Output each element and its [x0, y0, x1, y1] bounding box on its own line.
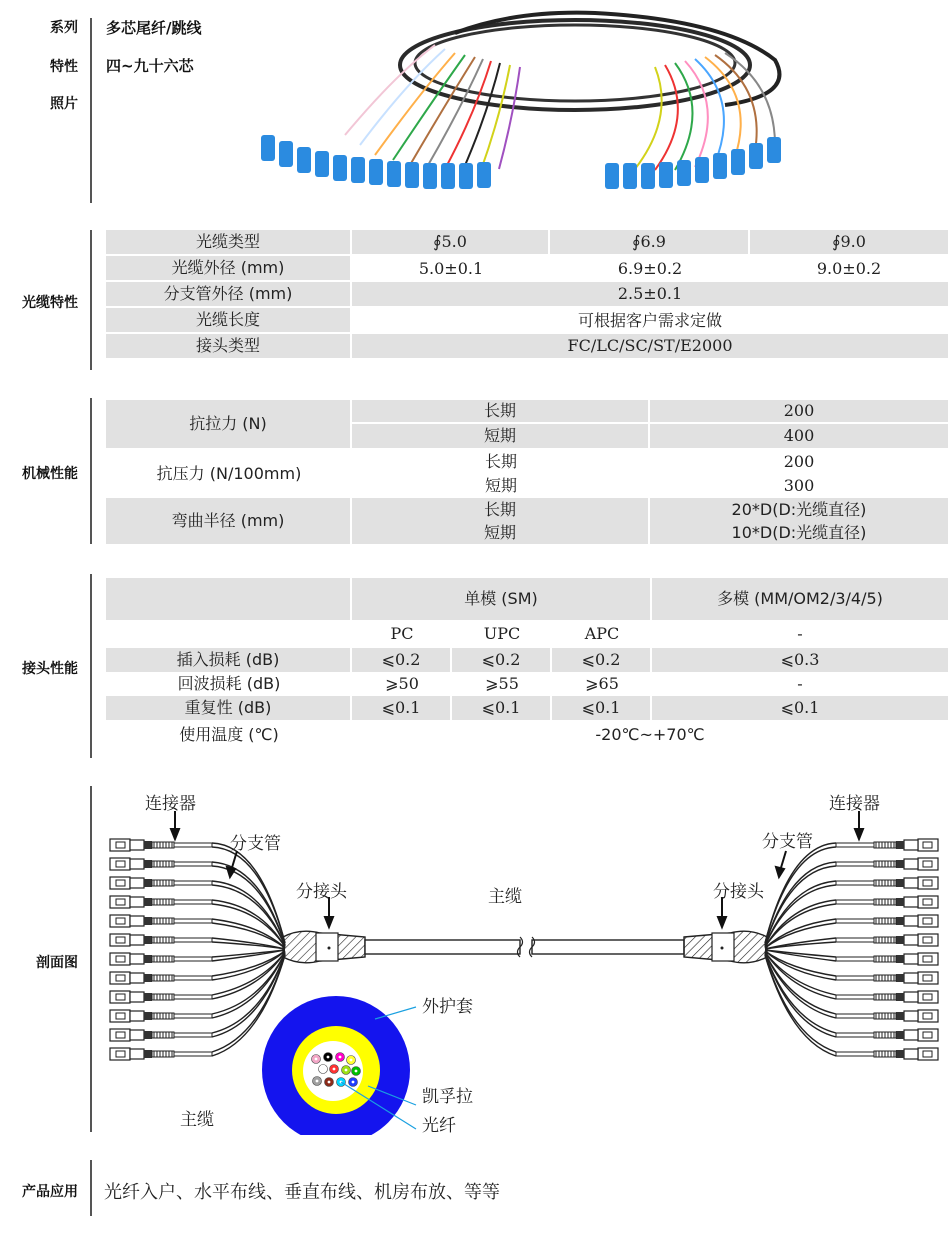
photo-label: 照片: [50, 96, 78, 112]
series-label: 系列: [50, 20, 78, 36]
cross-section: [262, 996, 416, 1135]
perf-corner: [106, 578, 352, 620]
connector-left-label: 连接器: [145, 794, 196, 814]
header-divider: [90, 18, 92, 203]
application-divider: [90, 1160, 92, 1216]
cable-specs-divider: [90, 230, 92, 370]
connector-divider: [90, 574, 92, 758]
cable-specs-table: [106, 230, 948, 358]
bend-long-label: 长期: [352, 498, 650, 522]
repeatability-pc: ⩽0.1: [352, 696, 452, 720]
upc-subheader: UPC: [483, 624, 521, 643]
connector-right-label: 连接器: [829, 794, 880, 814]
return-loss-upc: ⩾55: [485, 674, 519, 693]
od-label: 光缆外径 (mm): [106, 256, 352, 282]
bend-short-value: 10*D(D:光缆直径): [731, 523, 867, 542]
insertion-loss-mm: ⩽0.3: [780, 650, 820, 669]
tensile-label: 抗拉力 (N): [106, 400, 352, 450]
repeatability-apc: ⩽0.1: [552, 696, 652, 720]
cable-specs-label: 光缆特性: [22, 295, 78, 311]
main-cable-bottom-label: 主缆: [180, 1110, 214, 1130]
crush-short-label: 短期: [484, 476, 517, 495]
tensile-short-label: 短期: [352, 422, 650, 450]
tensile-long-value: 200: [783, 401, 815, 420]
branch-value: 2.5±0.1: [352, 282, 948, 308]
repeatability-label: 重复性 (dB): [106, 696, 352, 720]
insertion-loss-upc: ⩽0.2: [452, 648, 552, 672]
kevlar-label: 凯孚拉: [422, 1087, 473, 1107]
sm-header: 单模 (SM): [352, 578, 652, 620]
splice-left-label: 分接头: [296, 882, 347, 902]
return-loss-pc: ⩾50: [385, 674, 419, 693]
left-connectors: [110, 839, 212, 1060]
length-label: 光缆长度: [106, 308, 352, 334]
diagram-label: 剖面图: [36, 955, 78, 971]
length-value: 可根据客户需求定做: [577, 311, 722, 330]
type-label: 光缆类型: [106, 230, 352, 256]
main-cable-label: 主缆: [488, 887, 522, 907]
perf-subhead-blank: [106, 620, 352, 648]
feature-label: 特性: [50, 59, 78, 75]
diagram-divider: [90, 786, 92, 1132]
temp-value: -20℃~+70℃: [595, 725, 705, 744]
mechanical-divider: [90, 398, 92, 544]
application-value: 光纤入户、水平布线、垂直布线、机房布放、等等: [104, 1182, 500, 1203]
fiber-label: 光纤: [422, 1116, 456, 1136]
type-value: ∮9.0: [750, 230, 948, 256]
bend-label: 弯曲半径 (mm): [106, 498, 352, 544]
series-value: 多芯尾纤/跳线: [106, 19, 202, 37]
repeatability-upc: ⩽0.1: [452, 696, 552, 720]
type-value: ∮6.9: [550, 230, 750, 256]
temp-label: 使用温度 (℃): [179, 725, 279, 744]
tensile-short-value: 400: [650, 422, 948, 450]
od-value: 6.9±0.2: [617, 259, 683, 278]
connector-perf-table: [106, 578, 948, 750]
tensile-long-label: 长期: [352, 400, 650, 422]
branch-left-label: 分支管: [230, 834, 281, 854]
od-value: 9.0±0.2: [816, 259, 882, 278]
outer-jacket-label: 外护套: [422, 997, 473, 1017]
branch-label: 分支管外径 (mm): [106, 282, 352, 308]
mm-header: 多模 (MM/OM2/3/4/5): [717, 589, 883, 608]
bend-short-label: 短期: [352, 522, 650, 544]
repeatability-mm: ⩽0.1: [780, 698, 820, 717]
crush-long-value: 200: [783, 452, 815, 471]
pc-subheader: PC: [390, 624, 414, 643]
return-loss-label: 回波损耗 (dB): [177, 674, 281, 693]
feature-value: 四~九十六芯: [106, 57, 194, 75]
insertion-loss-apc: ⩽0.2: [552, 648, 652, 672]
cable-diagram: [100, 785, 948, 1135]
product-photo: [255, 5, 800, 205]
branch-right-label: 分支管: [762, 832, 813, 852]
crush-label: 抗压力 (N/100mm): [156, 464, 302, 483]
mechanical-label: 机械性能: [22, 466, 78, 482]
connector-label: 接头类型: [106, 334, 352, 358]
mechanical-table: [106, 400, 948, 544]
return-loss-apc: ⩾65: [585, 674, 619, 693]
crush-long-label: 长期: [484, 452, 517, 471]
apc-subheader: APC: [584, 624, 620, 643]
application-label: 产品应用: [22, 1184, 78, 1200]
crush-short-value: 300: [783, 476, 815, 495]
right-connectors: [836, 839, 938, 1060]
return-loss-mm: -: [797, 674, 803, 693]
od-value: 5.0±0.1: [418, 259, 484, 278]
insertion-loss-label: 插入损耗 (dB): [106, 648, 352, 672]
connector-perf-label: 接头性能: [22, 661, 78, 677]
connector-value: FC/LC/SC/ST/E2000: [567, 336, 733, 355]
type-value: ∮5.0: [352, 230, 550, 256]
splice-right-label: 分接头: [713, 882, 764, 902]
bend-long-value: 20*D(D:光缆直径): [731, 500, 867, 519]
mm-subheader: -: [797, 624, 803, 643]
insertion-loss-pc: ⩽0.2: [352, 648, 452, 672]
